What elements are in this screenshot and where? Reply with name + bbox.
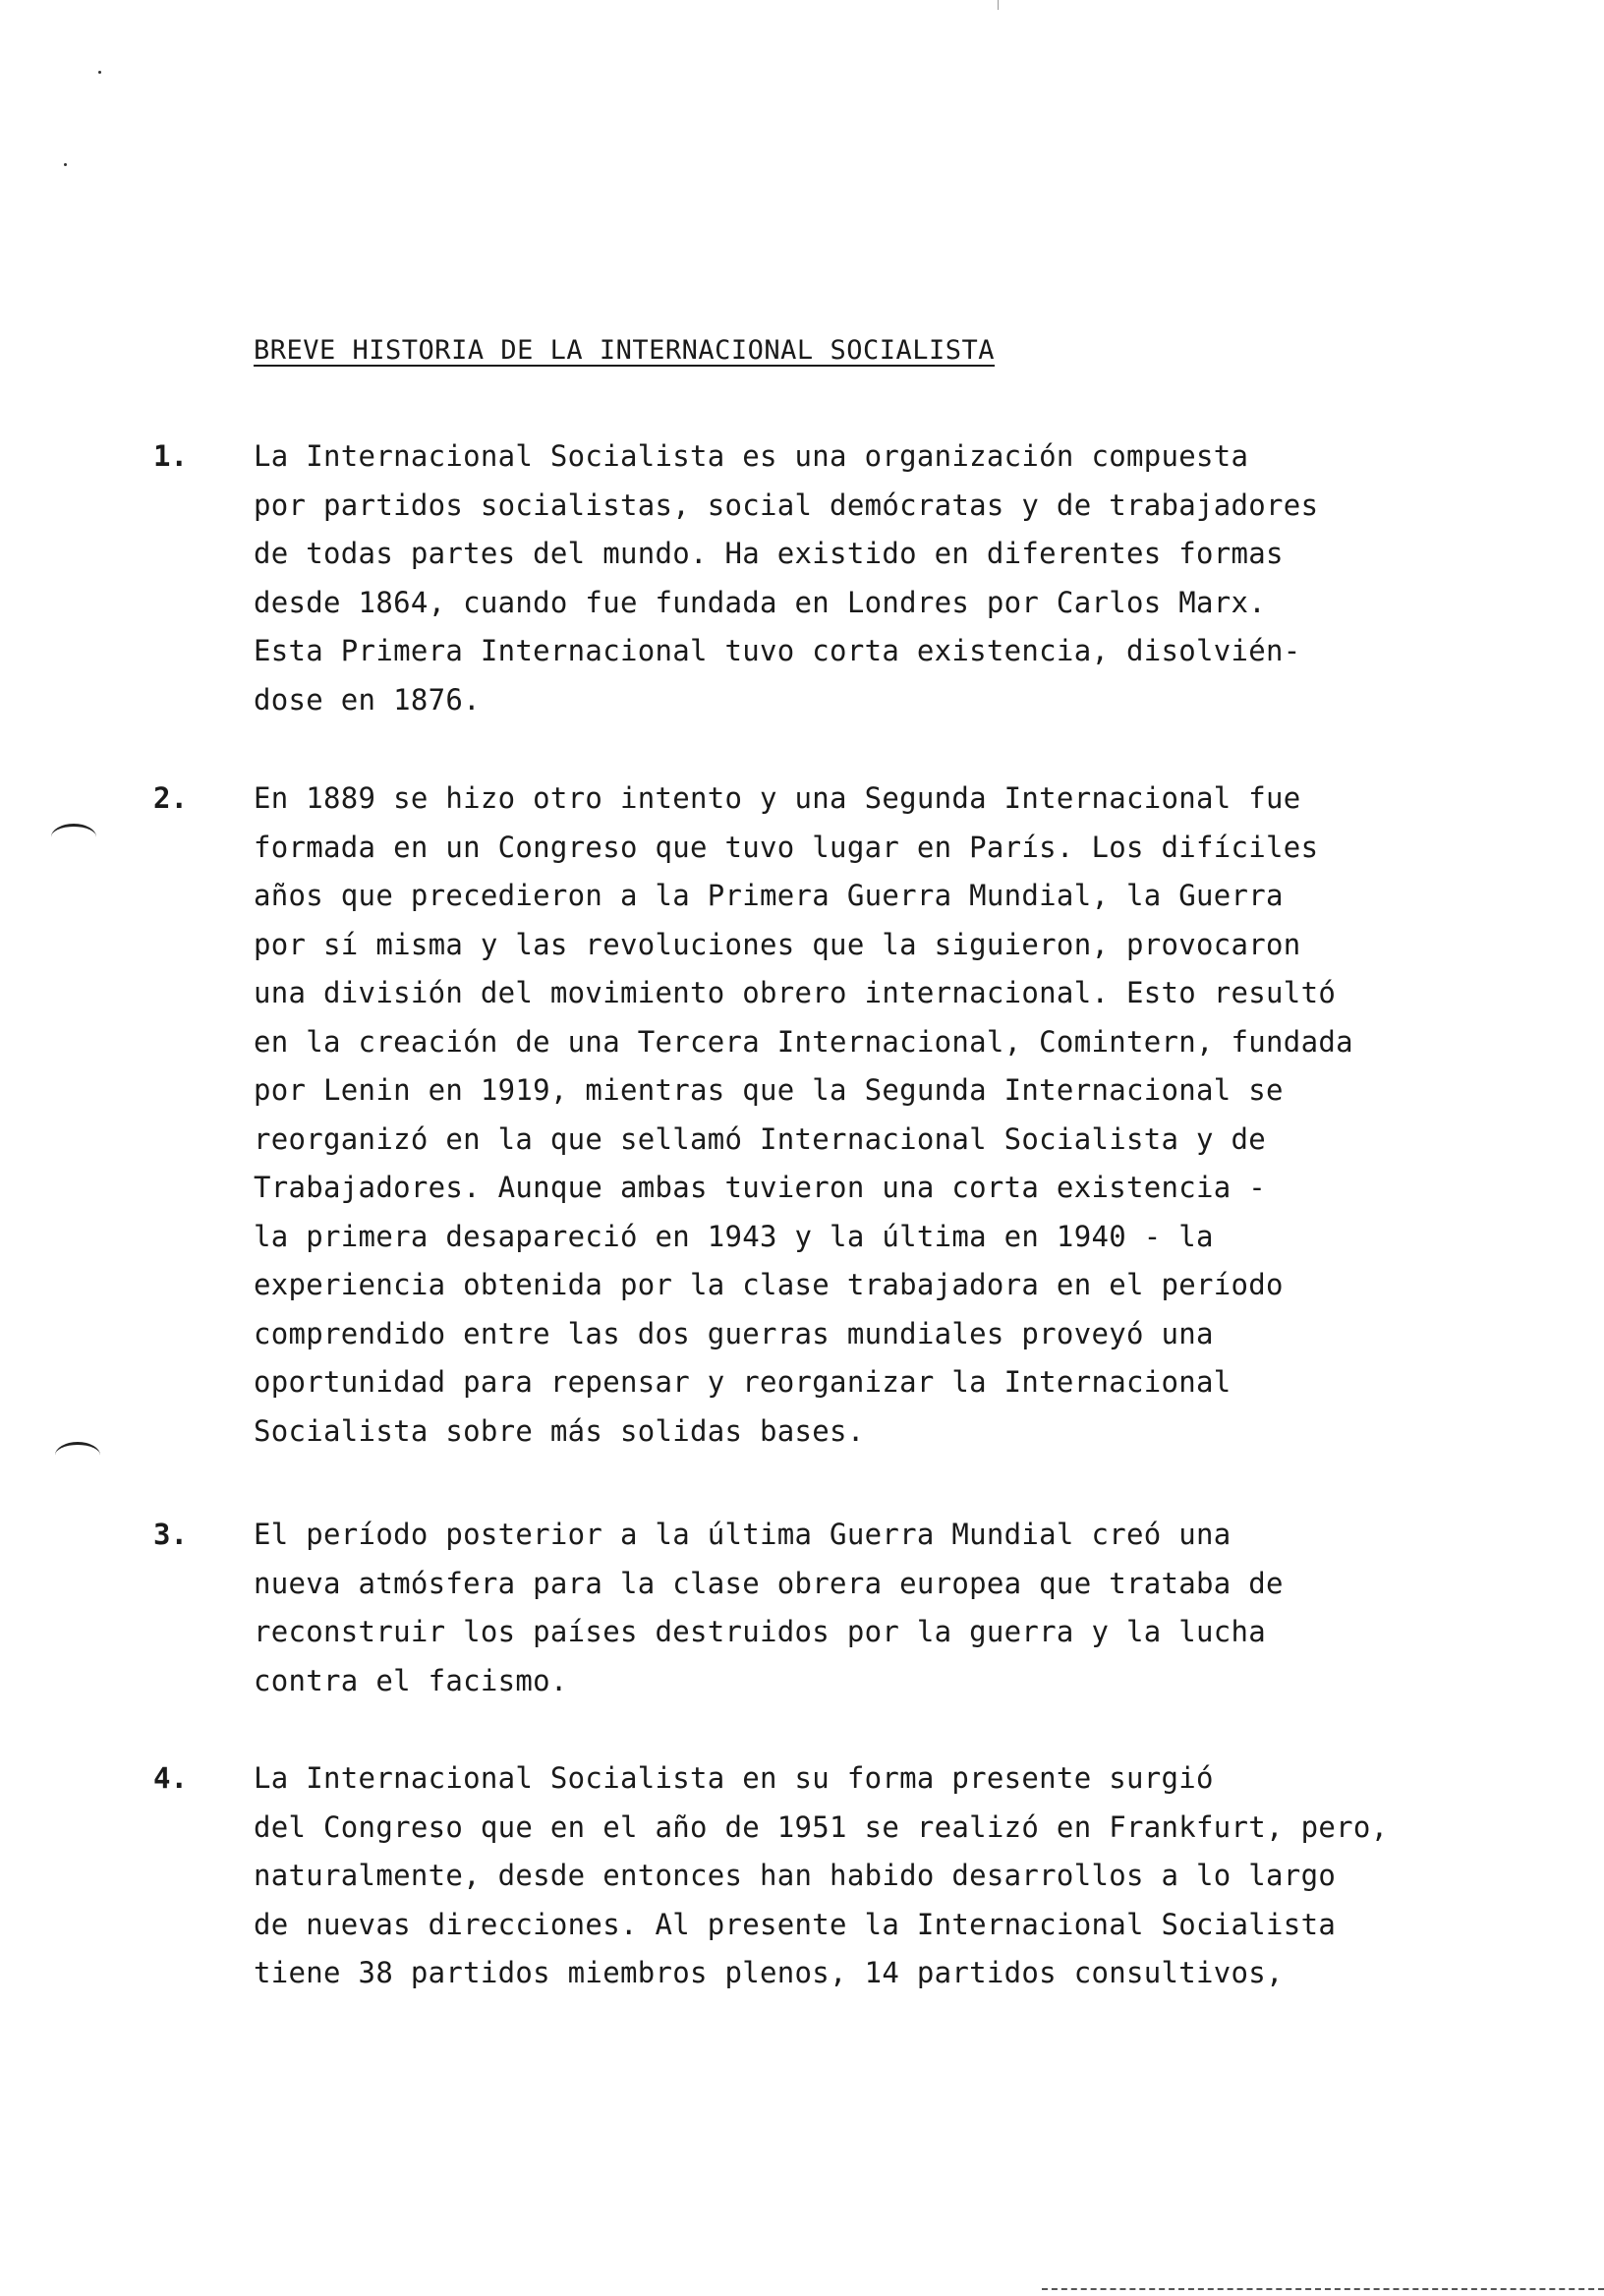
text-line: El período posterior a la última Guerra Mundial creó una [254,1518,1232,1551]
text-line: Trabajadores. Aunque ambas tuvieron una corta existencia - [254,1171,1267,1204]
text-line: por sí misma y las revoluciones que la siguieron, provocaron [254,927,1301,961]
text-line: la primera desapareció en 1943 y la última en 1940 - la [254,1219,1214,1253]
text-line: de todas partes del mundo. Ha existido en diferentes formas [254,537,1284,570]
footer-rule [1042,2288,1604,2292]
section-text [254,432,1318,724]
text-line: comprendido entre las dos guerras mundiales proveyó una [254,1316,1214,1350]
text-line: dose en 1876. [254,682,481,717]
text-line: experiencia obtenida por la clase trabajadora en el período [254,1268,1284,1301]
text-line: La Internacional Socialista es una organización compuesta [254,439,1249,473]
text-line: de nuevas direcciones. Al presente la Internacional Socialista [254,1907,1337,1941]
section-text [254,775,1353,1456]
text-line: nueva atmósfera para la clase obrera europea que trataba de [254,1566,1284,1600]
text-line: Esta Primera Internacional tuvo corta existencia, disolvién- [254,634,1301,667]
text-line: Socialista sobre más solidas bases. [254,1413,865,1448]
text-line: por Lenin en 1919, mientras que la Segunda Internacional se [254,1073,1284,1107]
section-number: 2. [153,781,188,815]
text-line: oportunidad para repensar y reorganizar la Internacional [254,1365,1232,1399]
text-line: La Internacional Socialista en su forma presente surgió [254,1761,1214,1795]
text-line: contra el facismo. [254,1663,568,1697]
text-line: una división del movimiento obrero internacional. Esto resultó [254,976,1337,1009]
text-line: años que precedieron a la Primera Guerra Mundial, la Guerra [254,879,1284,912]
text-line: por partidos socialistas, social demócratas y de trabajadores [254,488,1319,522]
section-number: 1. [153,439,188,473]
scan-speck [98,71,101,74]
binder-hole-mark [55,1442,100,1468]
text-line: naturalmente, desde entonces han habido desarrollos a lo largo [254,1859,1337,1892]
text-line: en la creación de una Tercera Internacional, Comintern, fundada [254,1024,1353,1059]
scan-tick [998,0,999,10]
scan-speck [64,163,67,166]
text-line: formada en un Congreso que tuvo lugar en París. Los difíciles [254,830,1319,864]
text-line: reconstruir los países destruidos por la guerra y la lucha [254,1615,1267,1648]
text-line: reorganizó en la que sellamó Internacional Socialista y de [254,1121,1267,1156]
section-text [254,1511,1284,1705]
text-line: En 1889 se hizo otro intento y una Segunda Internacional fue [254,781,1301,815]
section-number: 3. [153,1518,188,1551]
document-title: BREVE HISTORIA DE LA INTERNACIONAL SOCIALISTA [254,335,995,366]
text-line: tiene 38 partidos miembros plenos, 14 partidos consultivos, [254,1956,1284,1989]
section-text [254,1754,1388,1998]
section-number: 4. [153,1761,188,1795]
text-line: desde 1864, cuando fue fundada en Londres por Carlos Marx. [254,585,1267,619]
binder-hole-mark [51,824,96,850]
text-line: del Congreso que en el año de 1951 se realizó en Frankfurt, pero, [254,1809,1389,1844]
